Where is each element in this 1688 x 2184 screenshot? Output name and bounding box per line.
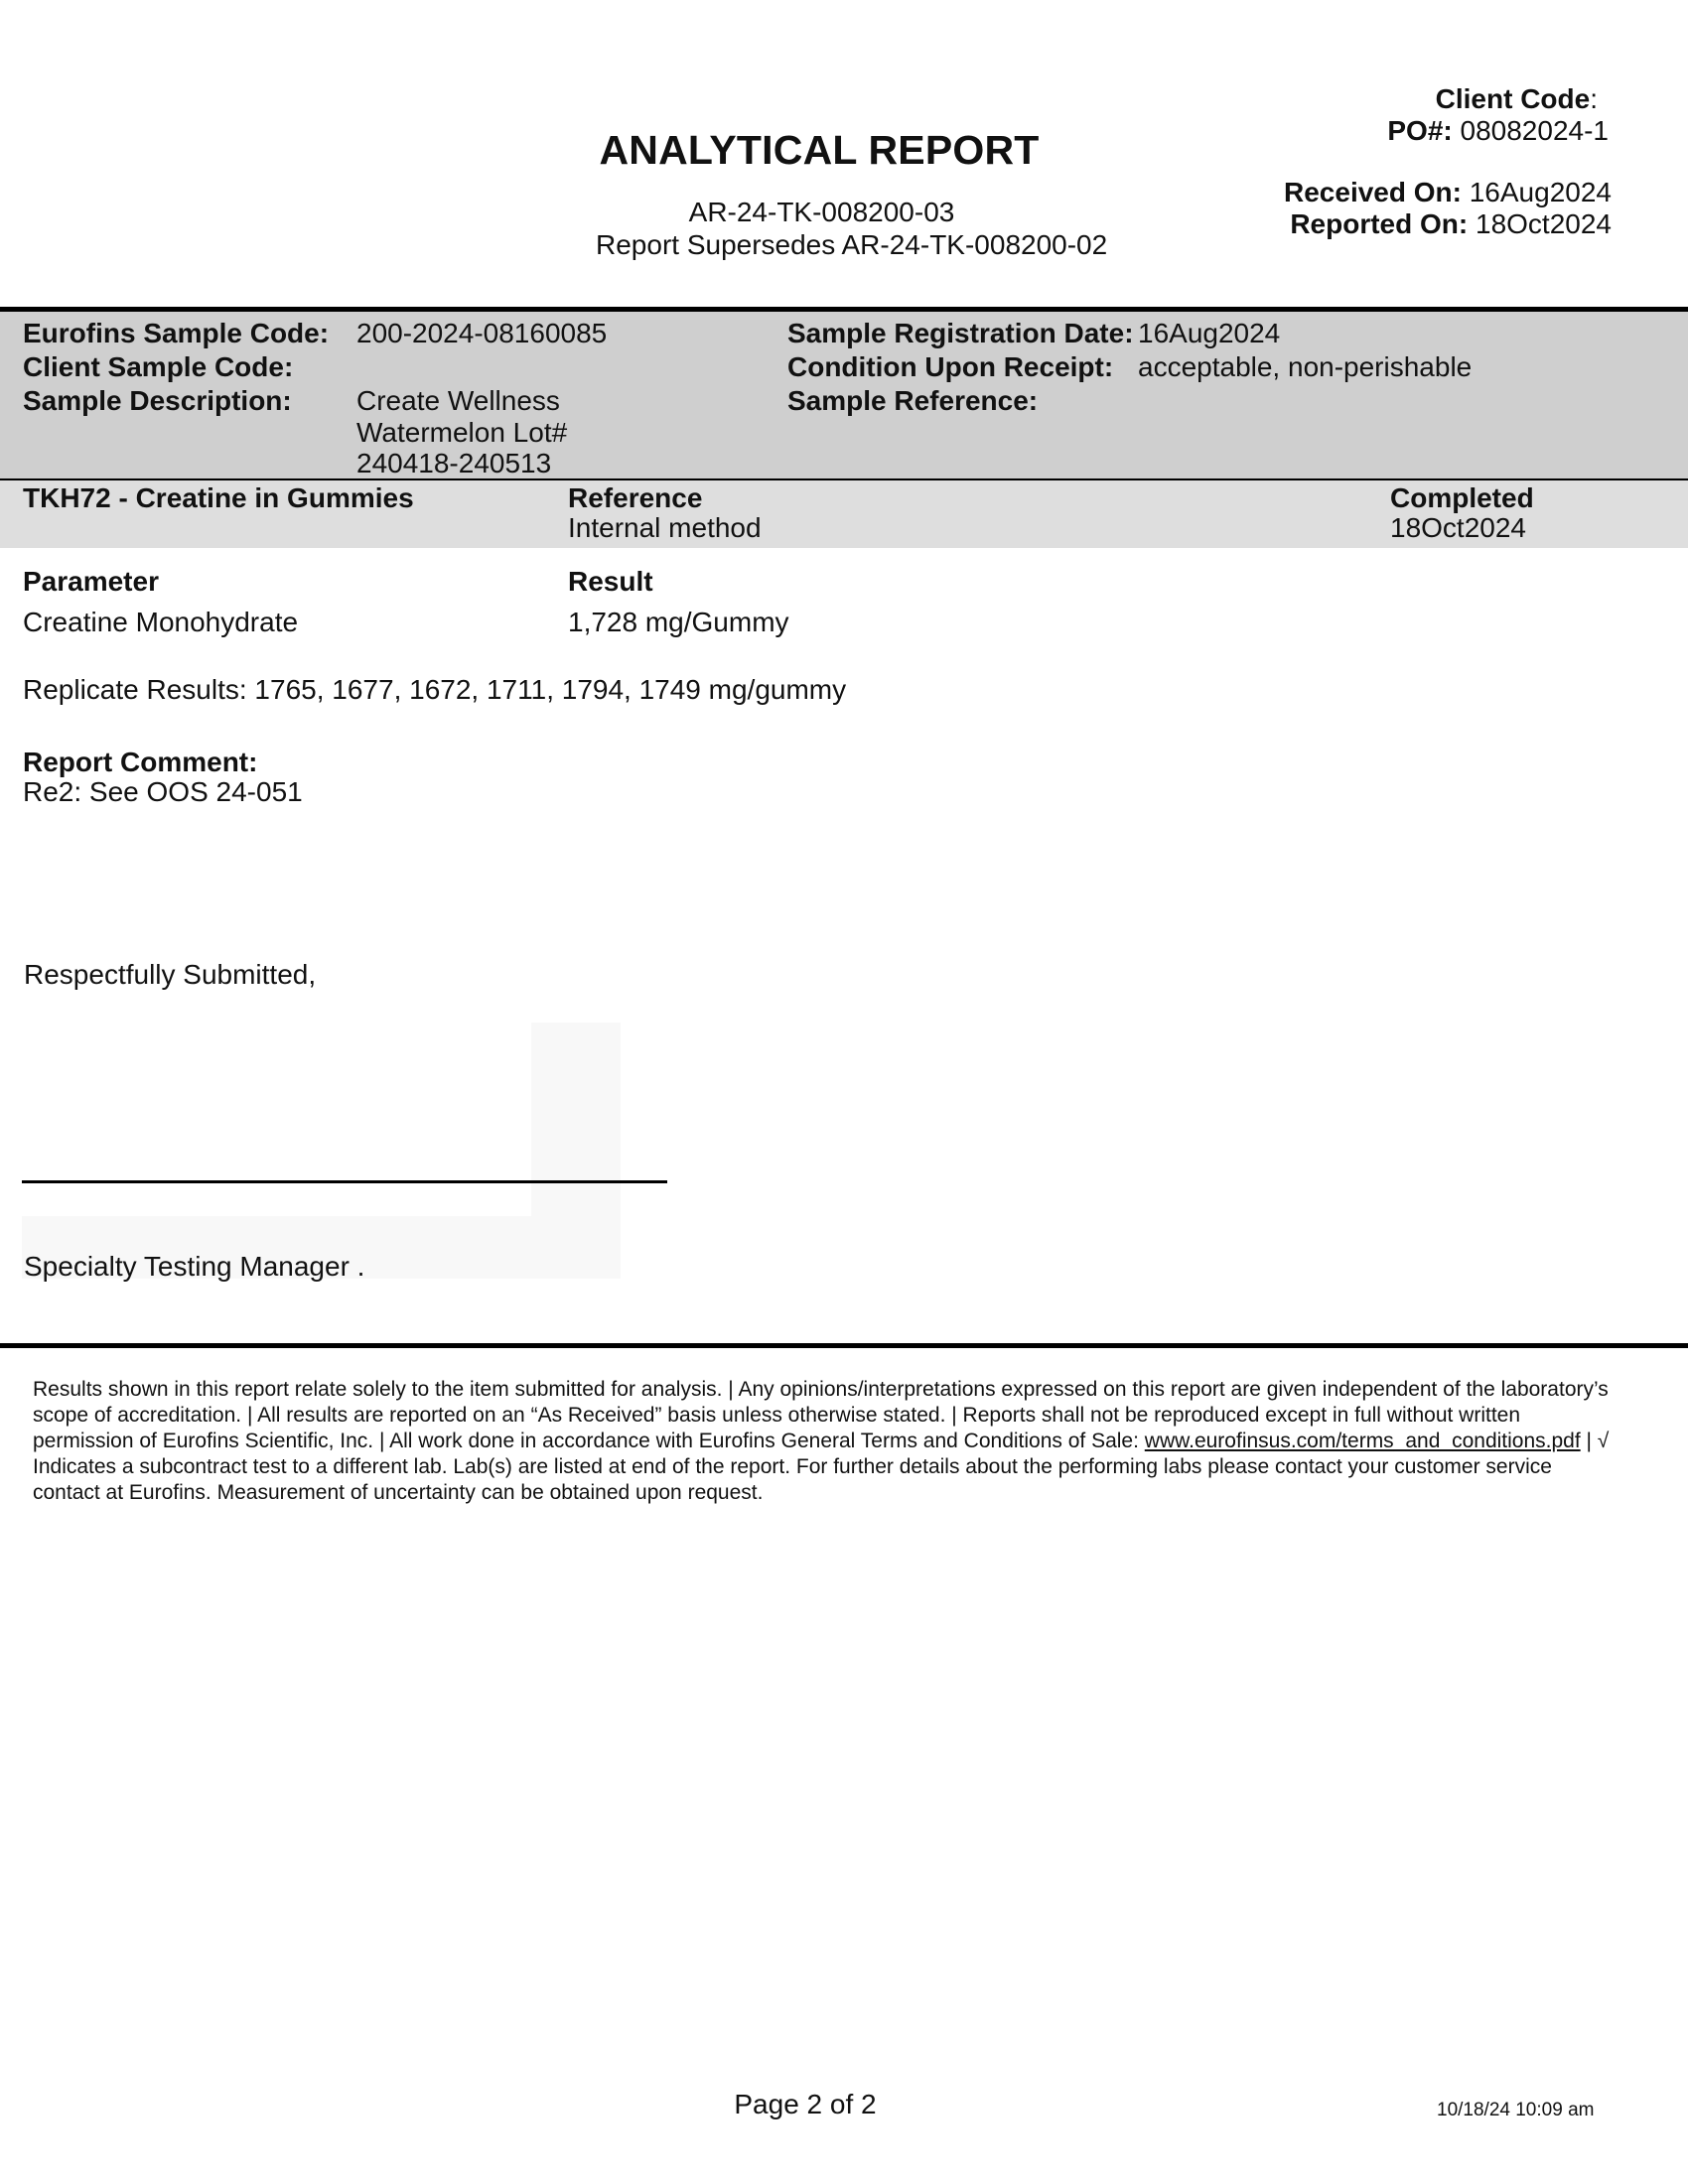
result-header: Result <box>568 566 653 597</box>
client-code-colon: : <box>1590 83 1598 114</box>
method-reference-value: Internal method <box>568 512 762 543</box>
completed-value: 18Oct2024 <box>1390 512 1526 543</box>
result-row-value: 1,728 mg/Gummy <box>568 607 789 637</box>
sample-description-line-1: Create Wellness <box>356 385 560 416</box>
method-reference-label: Reference <box>568 482 703 513</box>
client-sample-code-label: Client Sample Code: <box>23 351 294 382</box>
method-name: TKH72 - Creatine in Gummies <box>23 482 414 513</box>
received-value: 16Aug2024 <box>1469 177 1612 207</box>
condition-upon-receipt-label: Condition Upon Receipt: <box>787 351 1114 382</box>
signature-area-lower <box>22 1216 531 1254</box>
supersedes-value: AR-24-TK-008200-02 <box>841 229 1108 260</box>
client-code <box>1436 83 1612 115</box>
sample-registration-date-label: Sample Registration Date: <box>787 318 1134 348</box>
print-timestamp: 10/18/24 10:09 am <box>1437 2100 1595 2120</box>
po-number <box>1387 115 1609 147</box>
condition-upon-receipt-value: acceptable, non-perishable <box>1138 351 1473 382</box>
report-number: AR-24-TK-008200-03 <box>688 197 955 227</box>
footer-divider <box>0 1343 1688 1348</box>
sample-description-label: Sample Description: <box>23 385 292 416</box>
po-label: PO#: <box>1387 115 1453 146</box>
terms-link[interactable]: www.eurofinsus.com/terms_and_conditions.pdf <box>1144 1430 1581 1452</box>
sample-reference-label: Sample Reference: <box>787 385 1039 416</box>
report-title: ANALYTICAL REPORT <box>599 127 1040 173</box>
reported-label: Reported On: <box>1290 208 1469 239</box>
report-comment-label: Report Comment: <box>23 747 258 777</box>
reported-on <box>1290 208 1612 240</box>
report-comment-text: Re2: See OOS 24-051 <box>23 776 303 807</box>
signatory-title: Specialty Testing Manager . <box>24 1251 365 1282</box>
received-on <box>1284 177 1612 208</box>
page-number: Page 2 of 2 <box>734 2089 877 2119</box>
sample-description-line-2: Watermelon Lot# <box>356 417 568 448</box>
closing-text: Respectfully Submitted, <box>24 959 317 990</box>
eurofins-sample-code-label: Eurofins Sample Code: <box>23 318 330 348</box>
report-supersedes <box>596 229 1107 261</box>
eurofins-sample-code-value: 200-2024-08160085 <box>356 318 608 348</box>
po-value: 08082024-1 <box>1460 115 1609 146</box>
client-code-label: Client Code <box>1435 83 1591 114</box>
result-row-parameter: Creatine Monohydrate <box>23 607 299 637</box>
disclaimer-body: Results shown in this report relate solely to the item submitted for analysis. | Any opinions/interpretations expressed on this report are given independent of the laboratory’s scope of accreditation. | All results are reported on an “As Received” basis unless otherwise stated. | Reports shall not be reproduced except in full without written permission of Eurofins Scientific, Inc. | All work done in accordance with Eurofins General Terms and Conditions of Sale: <box>33 1378 1609 1452</box>
supersedes-label: Report Supersedes <box>596 229 836 260</box>
disclaimer-text <box>33 1377 1612 1506</box>
sample-description-line-3: 240418-240513 <box>356 448 552 478</box>
completed-label: Completed <box>1390 482 1534 513</box>
replicate-results: Replicate Results: 1765, 1677, 1672, 1711, 1794, 1749 mg/gummy <box>23 674 847 705</box>
received-label: Received On: <box>1284 177 1462 207</box>
reported-value: 18Oct2024 <box>1476 208 1612 239</box>
signature-area <box>531 1023 621 1279</box>
signature-line <box>22 1180 667 1183</box>
sample-registration-date-value: 16Aug2024 <box>1138 318 1281 348</box>
parameter-header: Parameter <box>23 566 159 597</box>
disclaimer-tail: | √ Indicates a subcontract test to a different lab. Lab(s) are listed at end of the report. For further details about the performing labs please contact your customer service contact at Eurofins. Measurement of uncertainty can be obtained upon request. <box>33 1430 1610 1504</box>
